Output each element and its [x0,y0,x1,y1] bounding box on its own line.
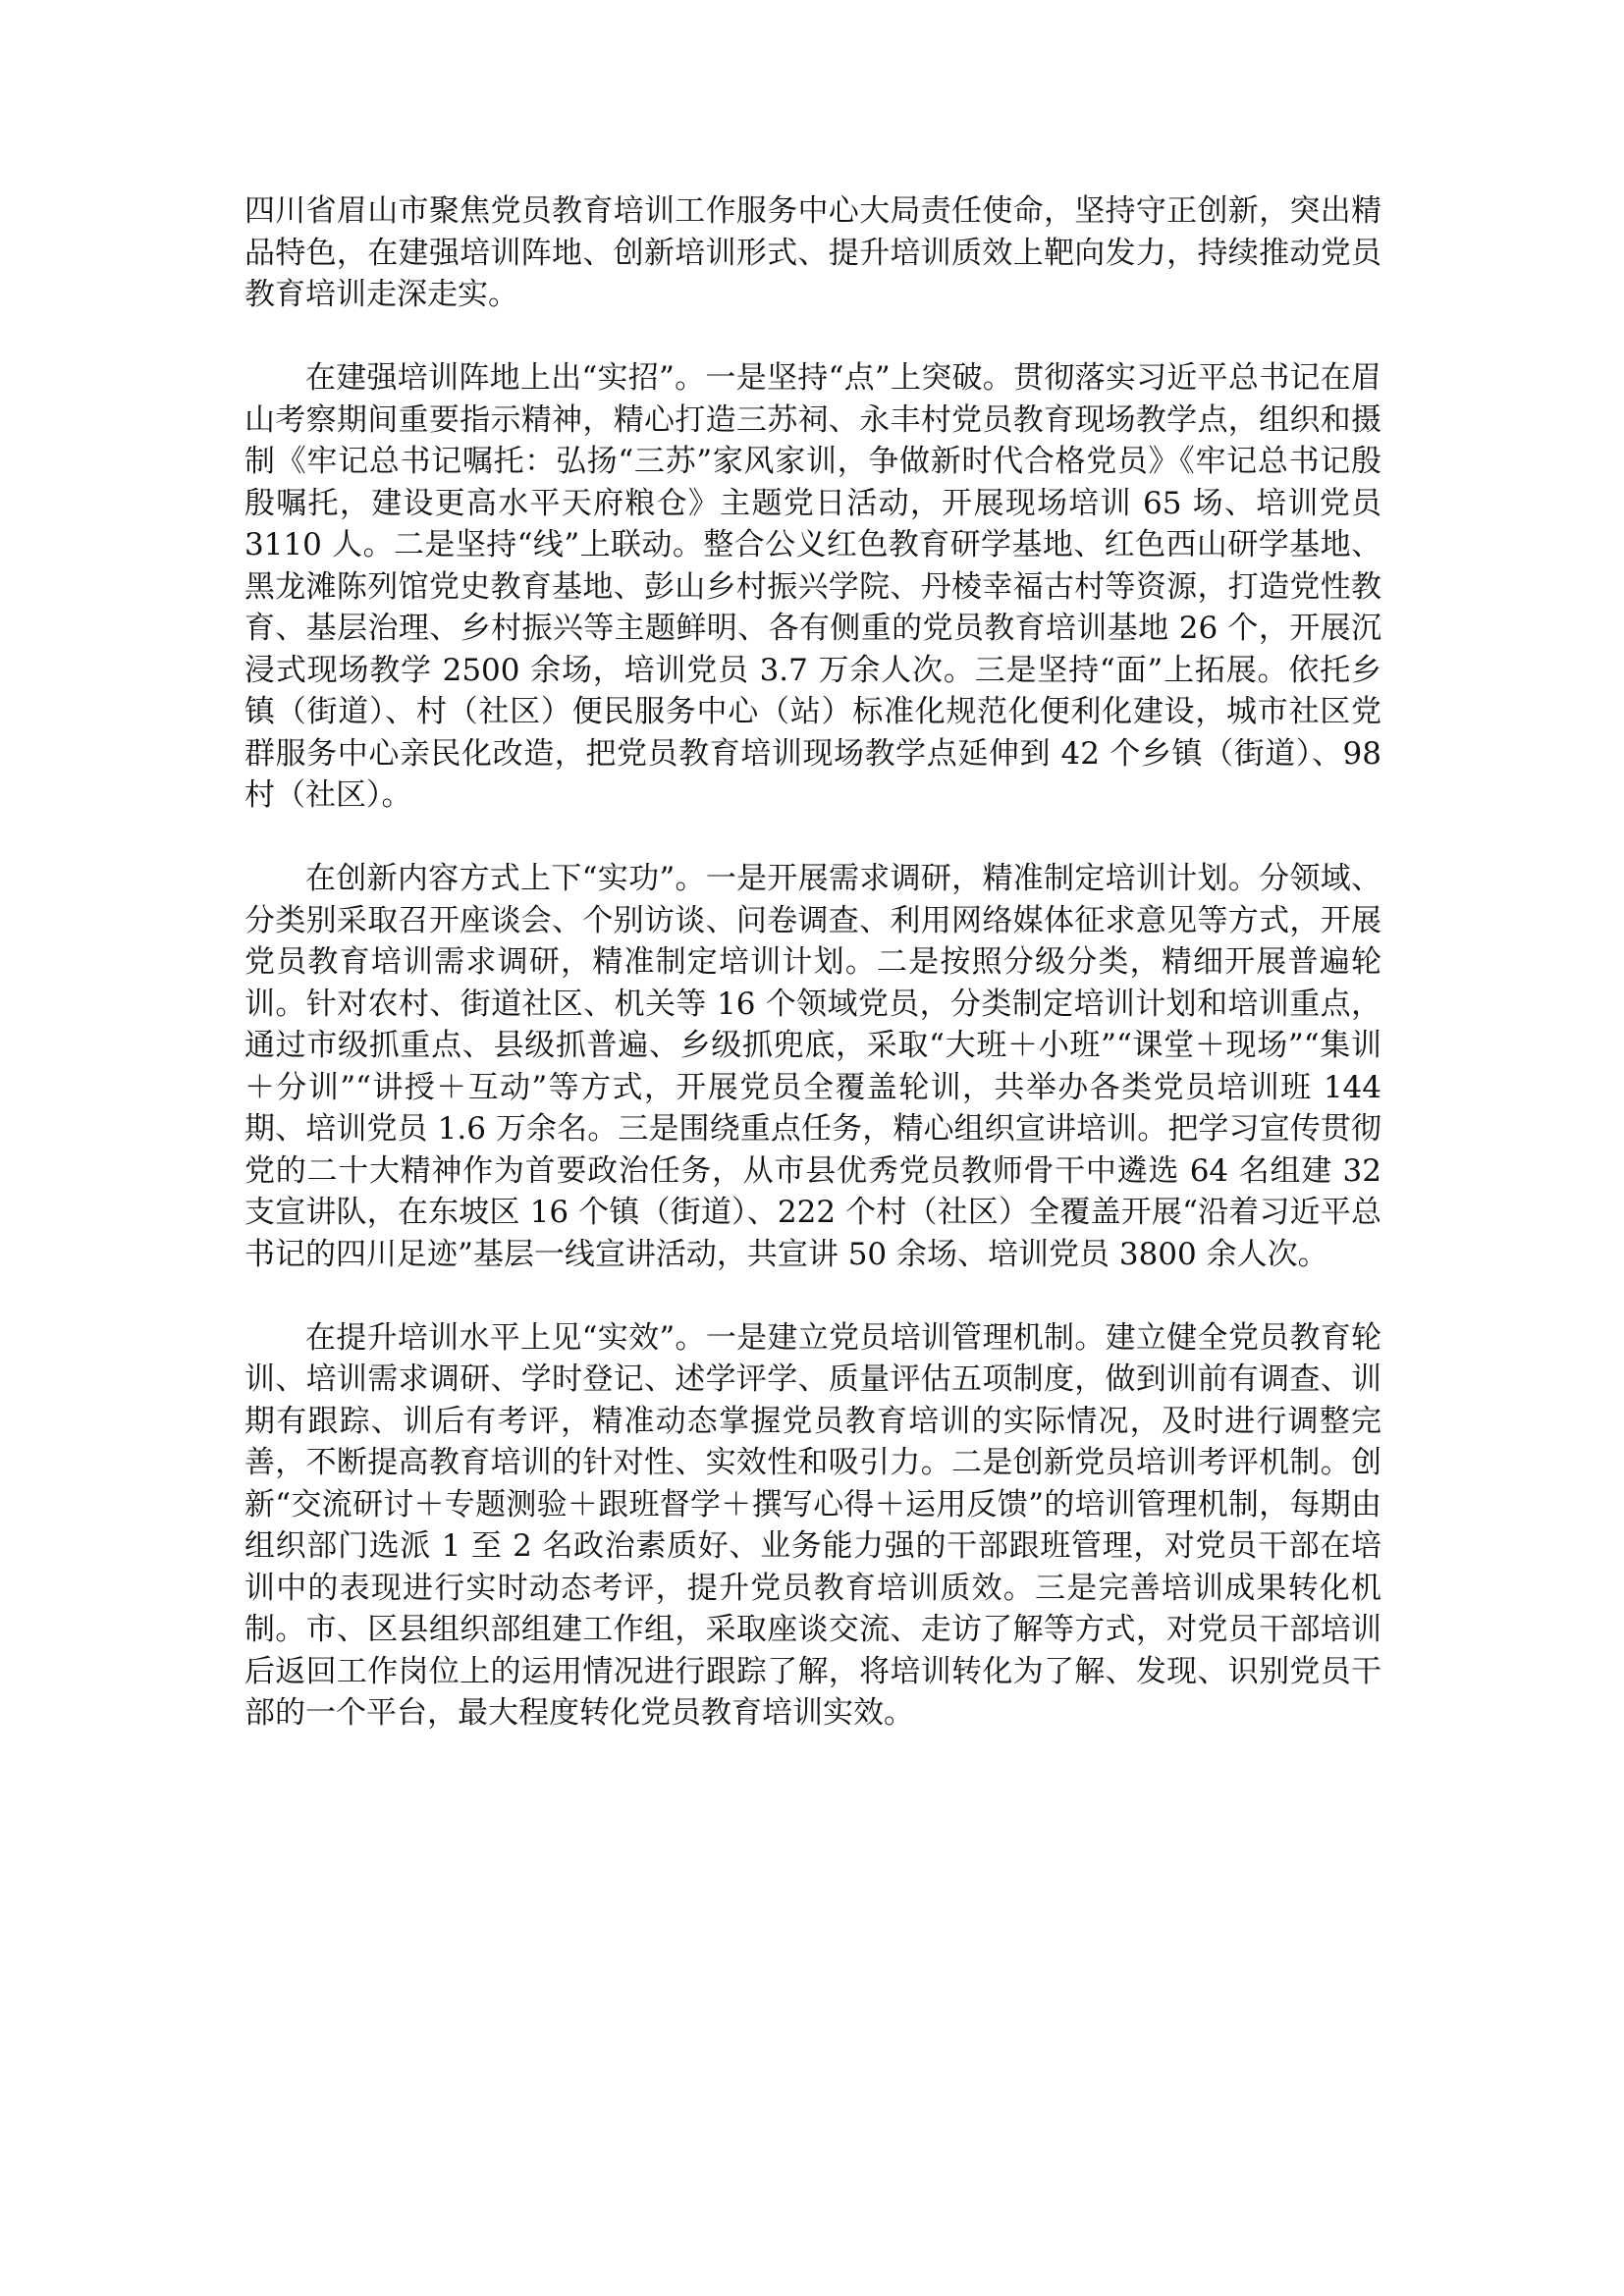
intro-paragraph: 四川省眉山市聚焦党员教育培训工作服务中心大局责任使命，坚持守正创新，突出精品特色，在建强培训阵地、创新培训形式、提升培训质效上靶向发力，持续推动党员教育培训走深走实。 [244,193,1381,312]
paragraph-training-bases: 在建强培训阵地上出“实招”。一是坚持“点”上突破。贯彻落实习近平总书记在眉山考察期间重要指示精神，精心打造三苏祠、永丰村党员教育现场教学点，组织和摄制《牢记总书记嘱托：弘扬“三苏”家风家训，争做新时代合格党员》《牢记总书记殷殷嘱托，建设更高水平天府粮仓》主题党日活动，开展现场培训 65 场、培训党员 3110 人。二是坚持“线”上联动。整合公义红色教育研学基地、红色西山研学基地、黑龙滩陈列馆党史教育基地、彭山乡村振兴学院、丹棱幸福古村等资源，打造党性教育、基层治理、乡村振兴等主题鲜明、各有侧重的党员教育培训基地 26 个，开展沉浸式现场教学 2500 余场，培训党员 3.7 万余人次。三是坚持“面”上拓展。依托乡镇（街道）、村（社区）便民服务中心（站）标准化规范化便利化建设，城市社区党群服务中心亲民化改造，把党员教育培训现场教学点延伸到 42 个乡镇（街道）、98 村（社区）。 [244,360,1381,813]
paragraph-content-methods: 在创新内容方式上下“实功”。一是开展需求调研，精准制定培训计划。分领域、分类别采取召开座谈会、个别访谈、问卷调查、利用网络媒体征求意见等方式，开展党员教育培训需求调研，精准制定培训计划。二是按照分级分类，精细开展普遍轮训。针对农村、街道社区、机关等 16 个领域党员，分类制定培训计划和培训重点，通过市级抓重点、县级抓普遍、乡级抓兜底，采取“大班＋小班”“课堂＋现场”“集训＋分训”“讲授＋互动”等方式，开展党员全覆盖轮训，共举办各类党员培训班 144 期、培训党员 1.6 万余名。三是围绕重点任务，精心组织宣讲培训。把学习宣传贯彻党的二十大精神作为首要政治任务，从市县优秀党员教师骨干中遴选 64 名组建 32 支宣讲队，在东坡区 16 个镇（街道）、222 个村（社区）全覆盖开展“沿着习近平总书记的四川足迹”基层一线宣讲活动，共宣讲 50 余场、培训党员 3800 余人次。 [244,861,1381,1272]
article-body [244,190,1381,1776]
paragraph-training-quality: 在提升培训水平上见“实效”。一是建立党员培训管理机制。建立健全党员教育轮训、培训需求调研、学时登记、述学评学、质量评估五项制度，做到训前有调查、训期有跟踪、训后有考评，精准动态掌握党员教育培训的实际情况，及时进行调整完善，不断提高教育培训的针对性、实效性和吸引力。二是创新党员培训考评机制。创新“交流研讨＋专题测验＋跟班督学＋撰写心得＋运用反馈”的培训管理机制，每期由组织部门选派 1 至 2 名政治素质好、业务能力强的干部跟班管理，对党员干部在培训中的表现进行实时动态考评，提升党员教育培训质效。三是完善培训成果转化机制。市、区县组织部组建工作组，采取座谈交流、走访了解等方式，对党员干部培训后返回工作岗位上的运用情况进行跟踪了解，将培训转化为了解、发现、识别党员干部的一个平台，最大程度转化党员教育培训实效。 [244,1319,1381,1731]
